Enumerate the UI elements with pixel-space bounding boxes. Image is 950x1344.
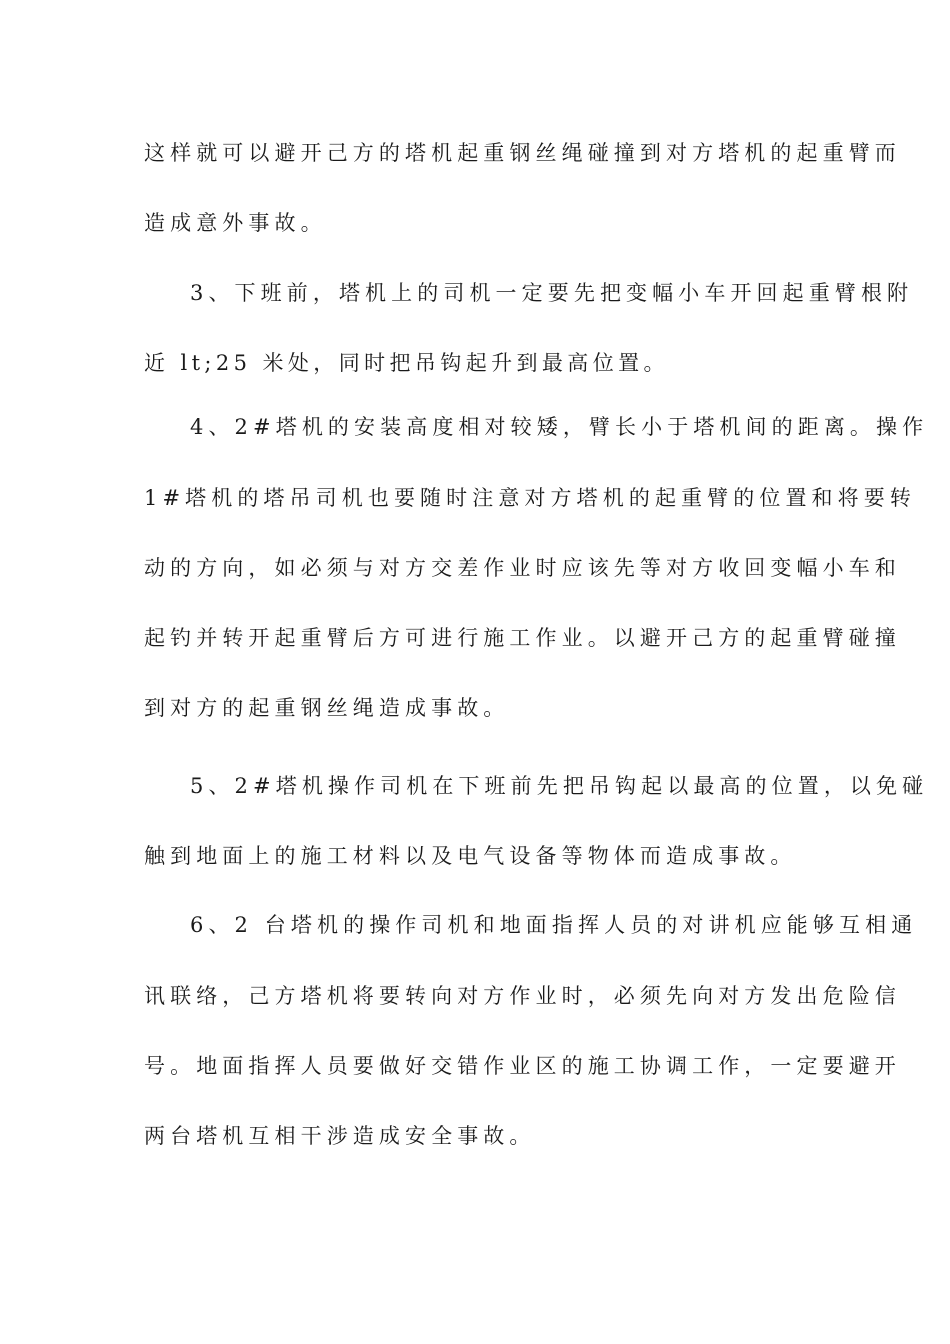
text-line: 号。地面指挥人员要做好交错作业区的施工协调工作，一定要避开	[144, 1054, 901, 1078]
text-line: 1#塔机的塔吊司机也要随时注意对方塔机的起重臂的位置和将要转	[144, 486, 916, 510]
text-line: 造成意外事故。	[144, 211, 327, 235]
text-line: 触到地面上的施工材料以及电气设备等物体而造成事故。	[144, 844, 797, 868]
paragraph-6-start: 6、2 台塔机的操作司机和地面指挥人员的对讲机应能够互相通	[190, 913, 918, 937]
text-line: 两台塔机互相干涉造成安全事故。	[144, 1124, 536, 1148]
paragraph-5-start: 5、2#塔机操作司机在下班前先把吊钩起以最高的位置，以免碰	[190, 774, 929, 798]
paragraph-4-start: 4、2#塔机的安装高度相对较矮，臂长小于塔机间的距离。操作	[190, 415, 929, 439]
text-line: 动的方向，如必须与对方交差作业时应该先等对方收回变幅小车和	[144, 556, 901, 580]
paragraph-3-start: 3、下班前，塔机上的司机一定要先把变幅小车开回起重臂根附	[190, 281, 914, 305]
text-line: 近 lt;25 米处，同时把吊钩起升到最高位置。	[144, 351, 669, 375]
text-line: 到对方的起重钢丝绳造成事故。	[144, 696, 510, 720]
text-line: 讯联络，己方塔机将要转向对方作业时，必须先向对方发出危险信	[144, 984, 901, 1008]
text-line: 起钓并转开起重臂后方可进行施工作业。以避开己方的起重臂碰撞	[144, 626, 901, 650]
text-line: 这样就可以避开己方的塔机起重钢丝绳碰撞到对方塔机的起重臂而	[144, 141, 901, 165]
